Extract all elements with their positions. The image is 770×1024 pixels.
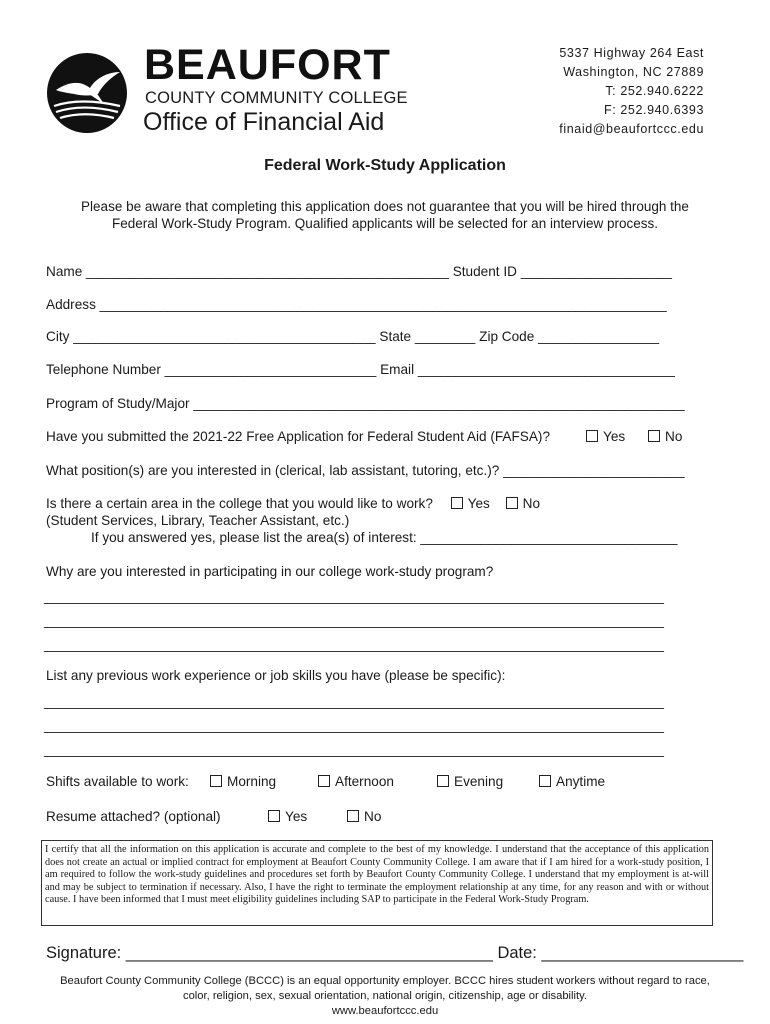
contact-block (559, 44, 704, 139)
evening-checkbox[interactable] (437, 775, 449, 787)
form-title: Federal Work-Study Application (264, 157, 506, 174)
fafsa-yes-label: Yes (603, 429, 626, 444)
morning-label: Morning (227, 774, 277, 789)
evening-label: Evening (454, 774, 504, 789)
college-logo-icon (46, 52, 128, 134)
fafsa-no-checkbox[interactable] (648, 430, 660, 442)
afternoon-checkbox[interactable] (318, 775, 330, 787)
footer-website: www.beaufortccc.edu (331, 1005, 439, 1017)
shift-anytime-option[interactable] (539, 774, 605, 790)
area-yes-label: Yes (467, 496, 490, 511)
footer-line-2: color, religion, sex, sexual orientation, national origin, citizenship, age or disability. (182, 990, 587, 1002)
area-examples: (Student Services, Library, Teacher Assistant, etc.) (46, 513, 350, 528)
signature-date-field[interactable]: Signature: ________________________________________ Date: ______________________ (46, 944, 744, 962)
contact-email: finaid@beaufortccc.edu (559, 122, 704, 136)
experience-answer-line-3[interactable]: __________________________________________________________________________________ (44, 742, 664, 757)
fafsa-no-label: No (665, 429, 683, 444)
fafsa-question-text: Have you submitted the 2021-22 Free Application for Federal Student Aid (FAFSA)? (46, 429, 551, 444)
resume-no-checkbox[interactable] (347, 810, 359, 822)
resume-no-option[interactable] (347, 809, 381, 825)
college-subtitle: COUNTY COMMUNITY COLLEGE (145, 89, 408, 107)
resume-label: Resume attached? (optional) (46, 809, 221, 824)
area-no-label: No (522, 496, 541, 511)
city-state-zip-field[interactable]: City ________________________________________ State ________ Zip Code ________________ (46, 329, 660, 344)
fafsa-yes-checkbox[interactable] (586, 430, 598, 442)
position-field[interactable]: What position(s) are you interested in (clerical, lab assistant, tutoring, etc.)? ________________________ (46, 463, 685, 478)
intro-line-2: Federal Work-Study Program. Qualified applicants will be selected for an interview process. (112, 216, 658, 231)
anytime-checkbox[interactable] (539, 775, 551, 787)
certification-statement: I certify that all the information on this application is accurate and complete to the best of my knowledge. I understand that the acceptance of this application does not create an actual or implied contract for employment at Beaufort County Community College. I am aware that if I am hired for a work-study position, I am required to follow the work-study guidelines and procedures set forth by Beaufort County Community College. I understand that my employment is at-will and may be subject to termination if necessary. Also, I have the right to terminate the employment relationship at any time, for any reason and with or without cause. I have been informed that I must meet eligibility guidelines including SAP to participate in the Federal Work-Study Program. (41, 840, 713, 926)
why-question: Why are you interested in participating in our college work-study program? (46, 564, 494, 579)
area-no-checkbox[interactable] (506, 497, 518, 509)
fafsa-no-option[interactable] (648, 429, 682, 445)
contact-address: 5337 Highway 264 East (559, 46, 704, 60)
shift-morning-option[interactable] (210, 774, 276, 790)
resume-yes-label: Yes (285, 809, 308, 824)
resume-no-label: No (364, 809, 382, 824)
why-answer-line-1[interactable]: __________________________________________________________________________________ (44, 589, 664, 604)
morning-checkbox[interactable] (210, 775, 222, 787)
shift-afternoon-option[interactable] (318, 774, 394, 790)
experience-question: List any previous work experience or job skills you have (please be specific): (46, 668, 506, 683)
area-no-option[interactable] (506, 496, 540, 511)
area-list-field[interactable]: If you answered yes, please list the area(s) of interest: __________________________________ (91, 530, 678, 545)
resume-yes-option[interactable] (268, 809, 307, 825)
resume-row (46, 809, 446, 825)
footer (30, 974, 740, 1019)
shifts-row (46, 774, 686, 790)
experience-answer-line-1[interactable]: __________________________________________________________________________________ (44, 694, 664, 709)
fafsa-question (46, 429, 686, 445)
area-question-text: Is there a certain area in the college that you would like to work? (46, 496, 433, 511)
area-question (46, 496, 540, 512)
address-field[interactable]: Address ___________________________________________________________________________ (46, 297, 667, 312)
shifts-label: Shifts available to work: (46, 774, 189, 789)
intro-text (40, 198, 730, 232)
name-field[interactable]: Name ________________________________________________ Student ID ____________________ (46, 264, 672, 279)
intro-line-1: Please be aware that completing this application does not guarantee that you will be hired through the (81, 199, 689, 214)
afternoon-label: Afternoon (335, 774, 394, 789)
college-name: BEAUFORT (144, 41, 391, 89)
contact-city: Washington, NC 27889 (563, 65, 704, 79)
area-yes-checkbox[interactable] (451, 497, 463, 509)
contact-phone: T: 252.940.6222 (605, 84, 704, 98)
office-name: Office of Financial Aid (143, 108, 385, 136)
experience-answer-line-2[interactable]: __________________________________________________________________________________ (44, 718, 664, 733)
fafsa-yes-option[interactable] (586, 429, 625, 445)
footer-line-1: Beaufort County Community College (BCCC) is an equal opportunity employer. BCCC hires student workers without regard to race, (60, 975, 710, 987)
shift-evening-option[interactable] (437, 774, 503, 790)
program-field[interactable]: Program of Study/Major _________________________________________________________________ (46, 396, 685, 411)
contact-fax: F: 252.940.6393 (603, 103, 704, 117)
anytime-label: Anytime (556, 774, 606, 789)
why-answer-line-3[interactable]: __________________________________________________________________________________ (44, 637, 664, 652)
why-answer-line-2[interactable]: __________________________________________________________________________________ (44, 613, 664, 628)
area-yes-option[interactable] (451, 496, 490, 511)
phone-email-field[interactable]: Telephone Number ____________________________ Email __________________________________ (46, 362, 675, 377)
resume-yes-checkbox[interactable] (268, 810, 280, 822)
